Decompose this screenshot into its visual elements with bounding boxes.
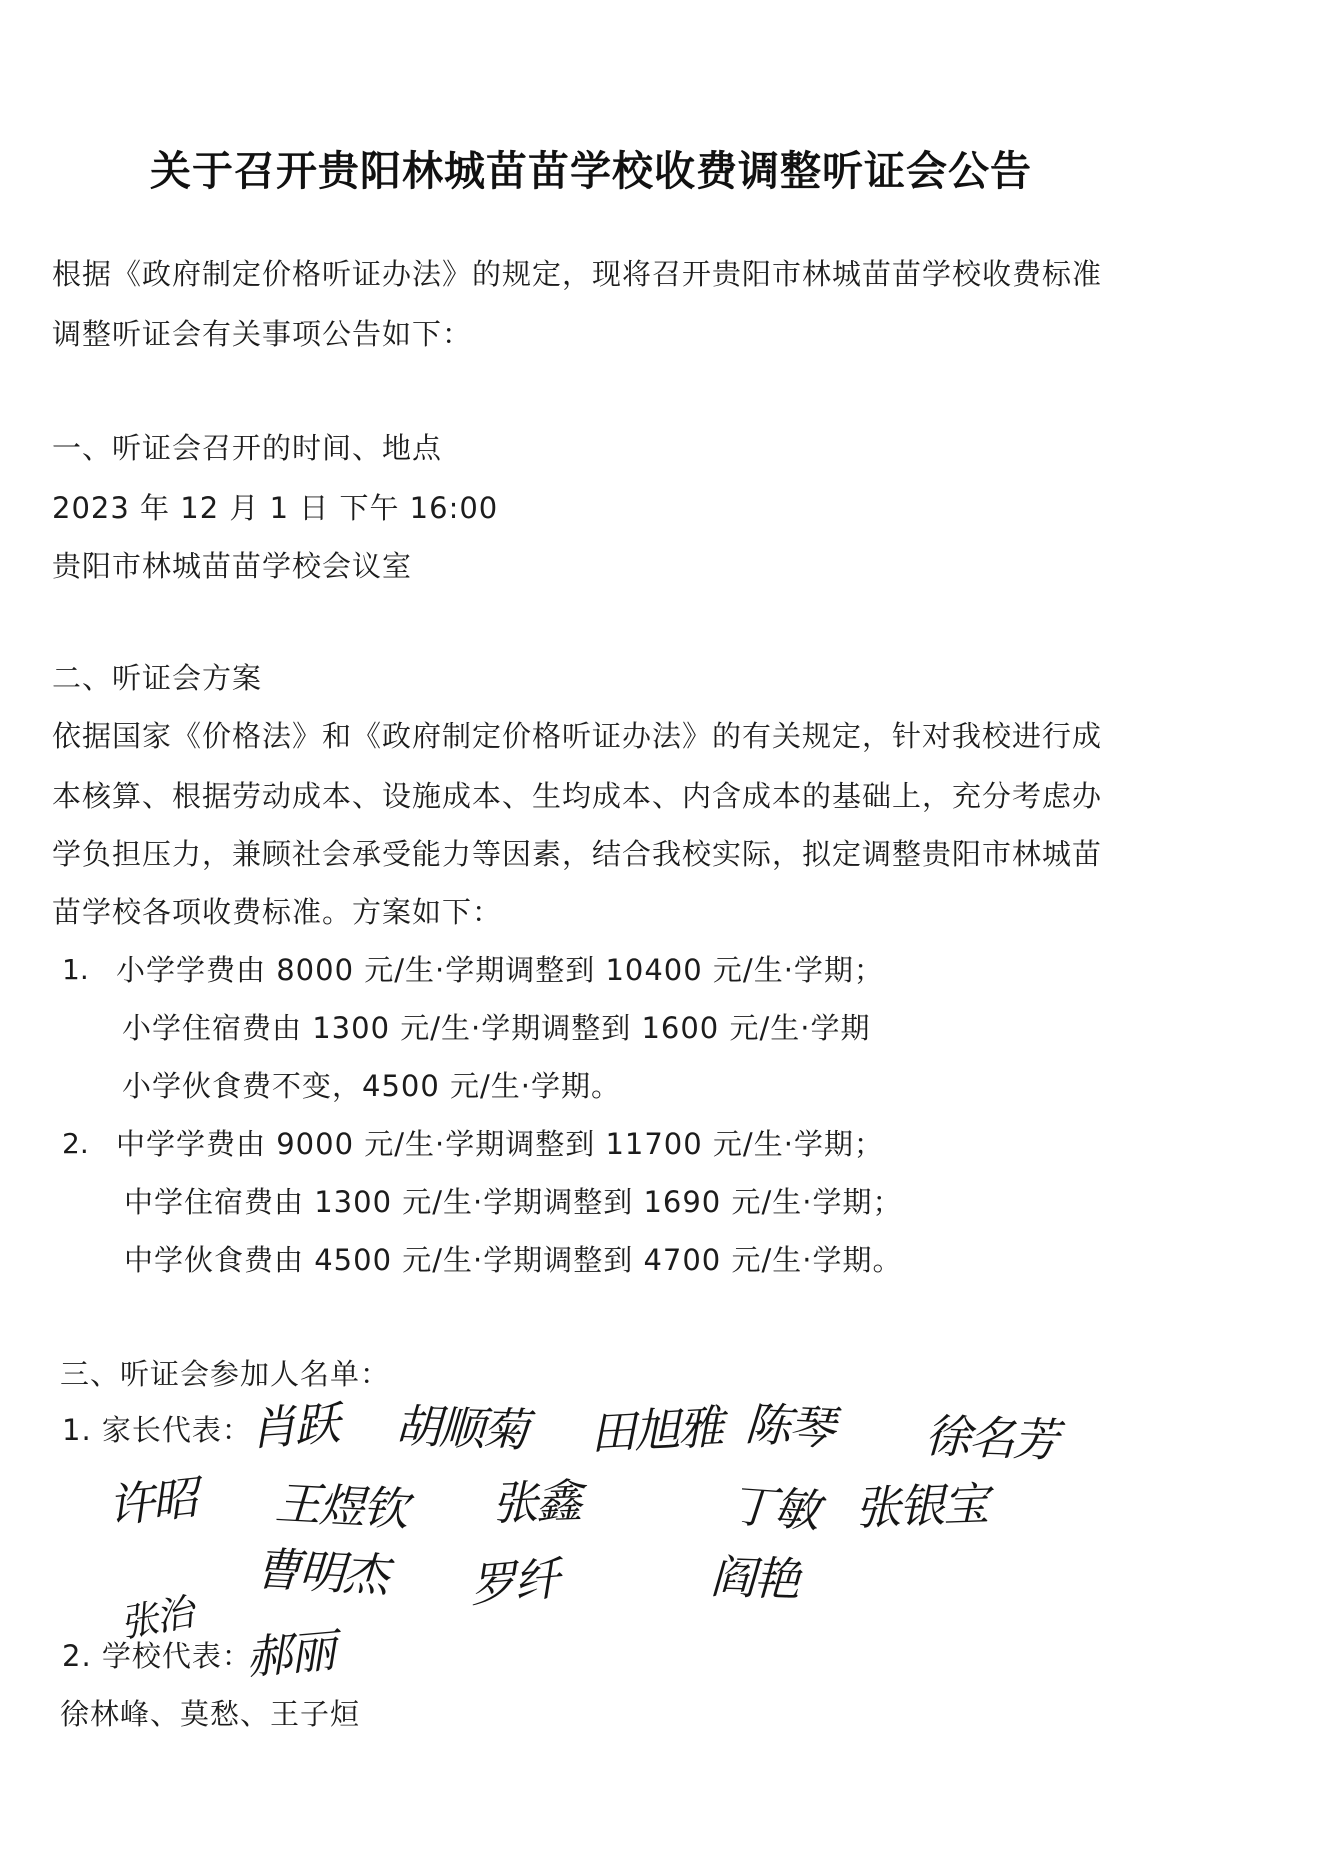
parent-signature: 阎艳 xyxy=(709,1549,799,1607)
parent-signature: 丁敏 xyxy=(728,1477,820,1539)
parent-signature: 罗纤 xyxy=(467,1551,561,1613)
parent-signature: 田旭雅 xyxy=(588,1399,724,1461)
parent-signature: 曹明杰 xyxy=(253,1541,389,1603)
section2-body-line-2: 本核算、根据劳动成本、设施成本、生均成本、内含成本的基础上，充分考虑办 xyxy=(52,779,1103,813)
parent-signature: 王煜钦 xyxy=(273,1475,409,1537)
school-representatives: 徐林峰、莫愁、王子烜 xyxy=(60,1697,361,1731)
meeting-place: 贵阳市林城苗苗学校会议室 xyxy=(52,549,413,583)
section2-body-line-4: 苗学校各项收费标准。方案如下： xyxy=(52,895,503,929)
intro-line-2: 调整听证会有关事项公告如下： xyxy=(52,317,473,351)
item-1-number: 1. xyxy=(62,953,89,986)
parent-signature: 许昭 xyxy=(105,1470,199,1534)
parent-signature: 徐名芳 xyxy=(924,1408,1058,1468)
school-label: 2. 学校代表： xyxy=(62,1639,252,1673)
parent-signature: 张银宝 xyxy=(854,1476,988,1536)
section2-body-line-3: 学负担压力，兼顾社会承受能力等因素，结合我校实际，拟定调整贵阳市林城苗 xyxy=(52,837,1103,871)
item-2-line-3: 中学伙食费由 4500 元/生·学期调整到 4700 元/生·学期。 xyxy=(124,1243,903,1277)
parent-signature: 肖跃 xyxy=(248,1395,340,1457)
section2-heading: 二、听证会方案 xyxy=(52,661,263,695)
item-1-line-3: 小学伙食费不变，4500 元/生·学期。 xyxy=(122,1069,622,1103)
section2-body-line-1: 依据国家《价格法》和《政府制定价格听证办法》的有关规定，针对我校进行成 xyxy=(52,719,1103,753)
parent-signature: 陈琴 xyxy=(743,1396,835,1456)
meeting-datetime: 2023 年 12 月 1 日 下午 16:00 xyxy=(52,491,499,525)
item-2-line-1: 中学学费由 9000 元/生·学期调整到 11700 元/生·学期； xyxy=(116,1127,884,1161)
intro-line-1: 根据《政府制定价格听证办法》的规定，现将召开贵阳市林城苗苗学校收费标准 xyxy=(52,257,1103,291)
item-2-number: 2. xyxy=(62,1127,89,1160)
item-2-line-2: 中学住宿费由 1300 元/生·学期调整到 1690 元/生·学期； xyxy=(124,1185,903,1219)
item-1-line-2: 小学住宿费由 1300 元/生·学期调整到 1600 元/生·学期 xyxy=(122,1011,871,1045)
parents-label: 1. 家长代表： xyxy=(62,1413,252,1447)
section1-heading: 一、听证会召开的时间、地点 xyxy=(52,431,443,465)
page-title: 关于召开贵阳林城苗苗学校收费调整听证会公告 xyxy=(150,147,1032,195)
section3-heading: 三、听证会参加人名单： xyxy=(60,1357,391,1391)
item-1-line-1: 小学学费由 8000 元/生·学期调整到 10400 元/生·学期； xyxy=(116,953,884,987)
parent-signature: 张治 xyxy=(116,1590,196,1646)
parent-signature: 张鑫 xyxy=(491,1473,581,1531)
school-signature: 郝丽 xyxy=(243,1623,337,1685)
parent-signature: 胡顺菊 xyxy=(394,1398,528,1458)
